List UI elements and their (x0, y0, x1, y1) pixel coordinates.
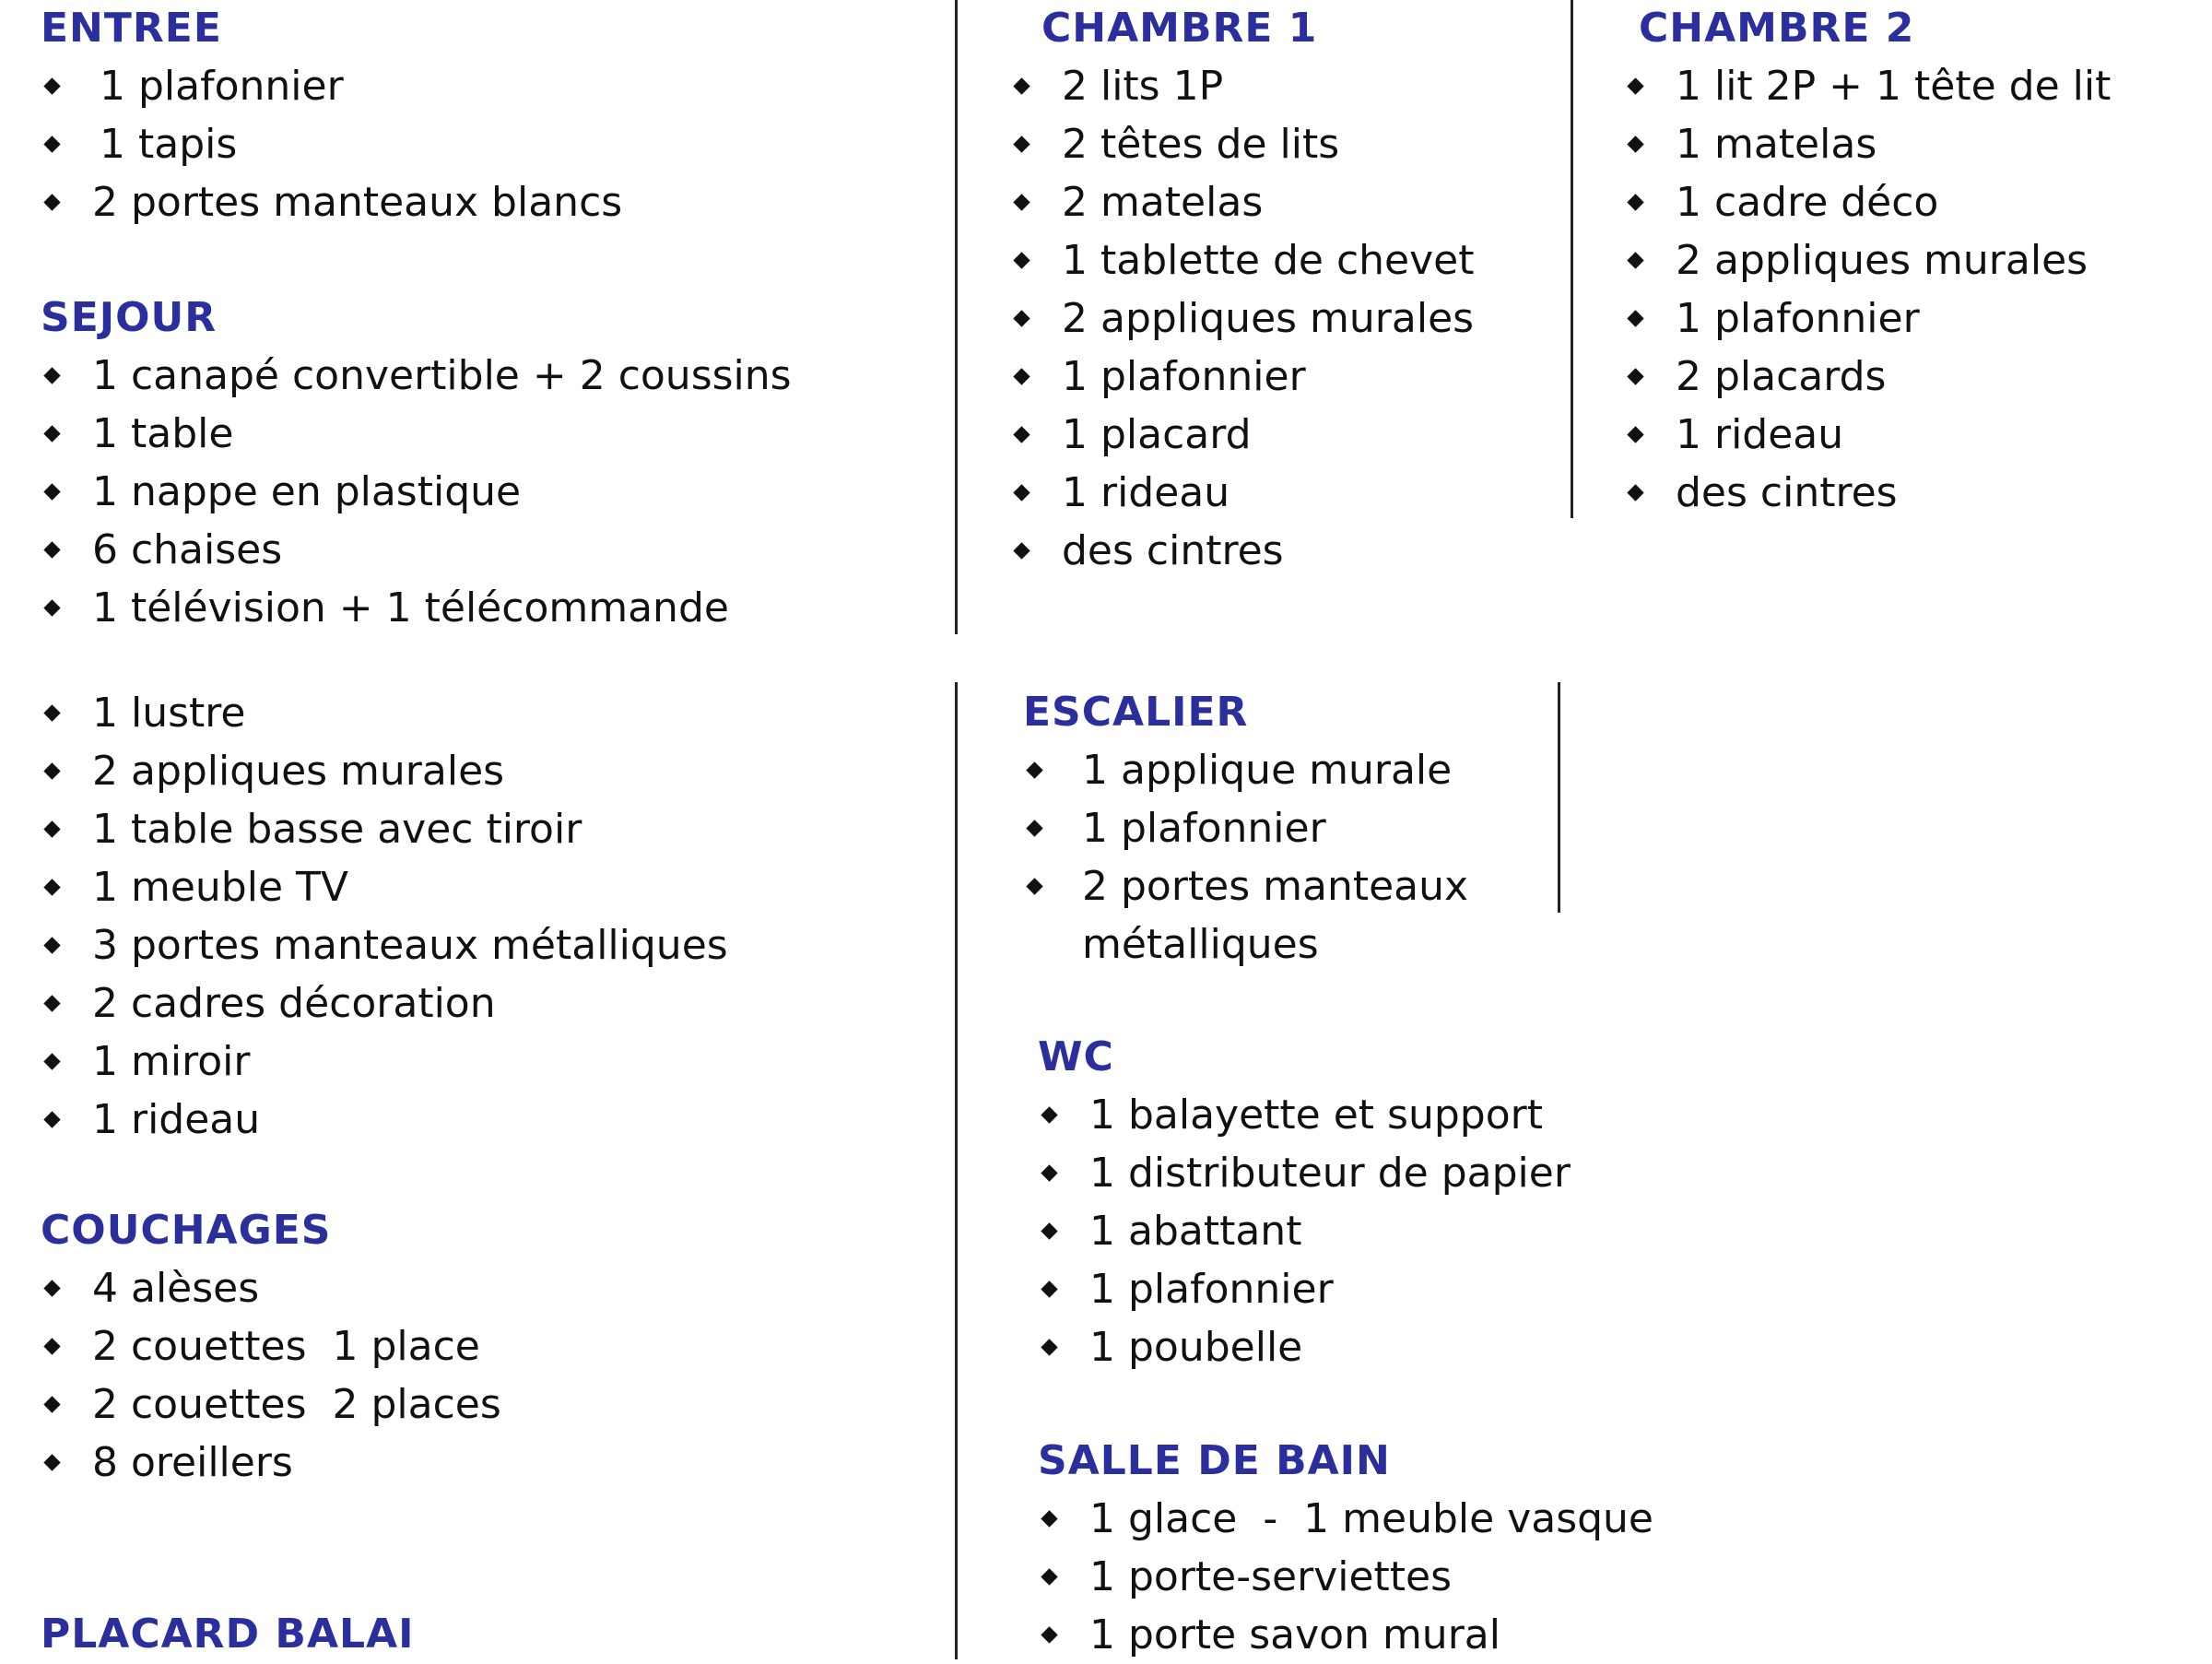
diamond-bullet-icon (43, 704, 60, 721)
item-text: 1 balayette et support (1089, 1092, 1543, 1139)
item-text: 1 télévision + 1 télécommande (92, 584, 729, 631)
item-text: 1 rideau (92, 1096, 261, 1143)
section-title-entree: ENTREE (41, 5, 222, 52)
list-item (41, 347, 792, 405)
diamond-bullet-icon (1026, 761, 1042, 778)
list-item (41, 57, 622, 115)
item-text: 1 plafonnier (1676, 295, 1920, 342)
list-chambre-2 (1624, 57, 2111, 522)
item-text: 1 poubelle (1089, 1324, 1303, 1371)
diamond-bullet-icon (43, 1396, 60, 1412)
list-item (1624, 57, 2111, 115)
item-text: 1 applique murale (1082, 747, 1453, 794)
item-text: 2 portes manteaux métalliques (1082, 863, 1469, 968)
diamond-bullet-icon (1041, 1164, 1057, 1181)
diamond-bullet-icon (1013, 310, 1030, 326)
list-item (1038, 1606, 1653, 1664)
item-text: 1 porte-serviettes (1089, 1553, 1453, 1600)
list-item (1624, 406, 2111, 464)
list-item (1010, 348, 1474, 406)
item-text: 1 glace - 1 meuble vasque (1089, 1495, 1654, 1542)
item-text: 2 couettes 1 place (92, 1323, 480, 1370)
section-title-chambre-1: CHAMBRE 1 (1041, 5, 1318, 52)
item-text: 1 table (92, 410, 234, 457)
item-text: 4 alèses (92, 1265, 260, 1312)
diamond-bullet-icon (43, 425, 60, 442)
column-divider-left-bottom (955, 682, 958, 1659)
item-text: 2 placards (1676, 353, 1887, 400)
list-item (41, 521, 792, 579)
diamond-bullet-icon (1041, 1568, 1057, 1585)
item-text: 1 porte savon mural (1089, 1611, 1500, 1658)
diamond-bullet-icon (43, 136, 60, 152)
list-sejour (41, 347, 792, 637)
item-text: 1 plafonnier (1082, 805, 1326, 852)
section-sejour-continued (41, 684, 728, 1149)
item-text: 2 appliques murales (1062, 295, 1475, 342)
list-item (1010, 231, 1474, 289)
list-entree (41, 57, 622, 231)
diamond-bullet-icon (1013, 368, 1030, 384)
item-text: 1 cadre déco (1676, 179, 1939, 226)
section-escalier (1023, 684, 1506, 974)
item-text: 1 meuble TV (92, 864, 348, 911)
list-item (41, 1091, 728, 1149)
diamond-bullet-icon (1627, 426, 1643, 443)
diamond-bullet-icon (43, 762, 60, 779)
item-text: 1 canapé convertible + 2 coussins (92, 352, 792, 399)
section-title-sejour: SEJOUR (41, 294, 218, 341)
diamond-bullet-icon (43, 1111, 60, 1127)
diamond-bullet-icon (43, 483, 60, 500)
section-title-salle-de-bain: SALLE DE BAIN (1038, 1437, 1391, 1484)
item-text: 2 appliques murales (92, 748, 505, 795)
diamond-bullet-icon (43, 820, 60, 837)
section-couchages (41, 1202, 501, 1492)
list-item (1624, 348, 2111, 406)
item-text: 1 table basse avec tiroir (92, 806, 582, 853)
item-text: 1 miroir (92, 1038, 251, 1085)
list-chambre-1 (1010, 57, 1474, 580)
list-wc (1038, 1086, 1571, 1376)
item-text: 1 rideau (1062, 469, 1230, 516)
list-item (1010, 57, 1474, 115)
diamond-bullet-icon (1013, 136, 1030, 152)
item-text: 1 tablette de chevet (1062, 237, 1475, 284)
list-item (1038, 1318, 1571, 1376)
list-item (41, 742, 728, 800)
column-divider-right-middle (1558, 682, 1560, 913)
item-text: 1 placard (1062, 411, 1252, 458)
item-text: 1 matelas (1676, 121, 1877, 168)
diamond-bullet-icon (43, 1454, 60, 1470)
list-item (1010, 522, 1474, 580)
column-divider-right-top (1571, 0, 1573, 518)
list-item (41, 1375, 501, 1434)
list-couchages (41, 1259, 501, 1492)
list-item (1624, 231, 2111, 289)
diamond-bullet-icon (43, 995, 60, 1011)
diamond-bullet-icon (1013, 426, 1030, 443)
list-item (41, 974, 728, 1033)
diamond-bullet-icon (43, 1338, 60, 1354)
diamond-bullet-icon (1627, 77, 1643, 94)
diamond-bullet-icon (43, 77, 60, 94)
diamond-bullet-icon (1013, 542, 1030, 559)
item-text: 6 chaises (92, 526, 283, 573)
diamond-bullet-icon (1627, 252, 1643, 268)
item-text: 1 plafonnier (100, 63, 344, 110)
list-item (41, 916, 728, 974)
item-text: 2 têtes de lits (1062, 121, 1340, 168)
section-placard-balai (41, 1606, 414, 1663)
list-item (1038, 1144, 1571, 1202)
diamond-bullet-icon (1627, 194, 1643, 210)
list-item (1624, 464, 2111, 522)
list-item (41, 858, 728, 916)
section-wc (1038, 1029, 1571, 1376)
list-item (41, 173, 622, 231)
list-item (41, 579, 792, 637)
list-item (1010, 173, 1474, 231)
diamond-bullet-icon (1013, 484, 1030, 501)
list-item (1023, 857, 1506, 974)
diamond-bullet-icon (1627, 136, 1643, 152)
list-item (1038, 1260, 1571, 1318)
diamond-bullet-icon (1041, 1106, 1057, 1123)
diamond-bullet-icon (1041, 1626, 1057, 1643)
diamond-bullet-icon (1627, 484, 1643, 501)
list-item (1023, 799, 1506, 857)
list-sejour-continued (41, 684, 728, 1149)
list-item (1038, 1202, 1571, 1260)
diamond-bullet-icon (1041, 1339, 1057, 1355)
list-item (1038, 1086, 1571, 1144)
item-text: 1 distributeur de papier (1089, 1150, 1571, 1197)
list-item (41, 800, 728, 858)
item-text: 1 lustre (92, 690, 246, 737)
diamond-bullet-icon (43, 937, 60, 953)
section-entree (41, 0, 622, 231)
section-sejour (41, 289, 792, 637)
item-text: 2 matelas (1062, 179, 1264, 226)
list-item (41, 684, 728, 742)
list-item (1624, 173, 2111, 231)
diamond-bullet-icon (1041, 1280, 1057, 1297)
diamond-bullet-icon (1627, 310, 1643, 326)
list-item (1010, 406, 1474, 464)
list-item (41, 1317, 501, 1375)
section-title-escalier: ESCALIER (1023, 689, 1249, 736)
item-text: 1 abattant (1089, 1208, 1302, 1255)
item-text: 1 plafonnier (1089, 1266, 1334, 1313)
section-title-placard-balai: PLACARD BALAI (41, 1611, 415, 1658)
section-salle-de-bain (1038, 1433, 1653, 1664)
list-item (41, 1259, 501, 1317)
section-chambre-2 (1624, 0, 2111, 522)
diamond-bullet-icon (43, 541, 60, 558)
diamond-bullet-icon (1013, 77, 1030, 94)
list-item (1624, 289, 2111, 348)
list-salle-de-bain (1038, 1490, 1653, 1664)
diamond-bullet-icon (43, 367, 60, 384)
diamond-bullet-icon (1041, 1510, 1057, 1527)
list-item (1624, 115, 2111, 173)
list-item (1038, 1548, 1653, 1606)
diamond-bullet-icon (1013, 194, 1030, 210)
item-text: 2 appliques murales (1676, 237, 2088, 284)
diamond-bullet-icon (1026, 820, 1042, 836)
item-text: 1 tapis (100, 121, 238, 168)
section-title-couchages: COUCHAGES (41, 1207, 332, 1254)
list-item (1010, 115, 1474, 173)
list-item (41, 115, 622, 173)
column-divider-left-top (955, 0, 958, 634)
item-text: des cintres (1062, 527, 1284, 574)
list-item (41, 405, 792, 463)
list-item (41, 1033, 728, 1091)
item-text: 2 portes manteaux blancs (92, 179, 623, 226)
list-item (1023, 741, 1506, 799)
diamond-bullet-icon (1041, 1222, 1057, 1239)
diamond-bullet-icon (43, 1053, 60, 1069)
item-text: des cintres (1676, 469, 1898, 516)
diamond-bullet-icon (43, 599, 60, 616)
item-text: 1 rideau (1676, 411, 1844, 458)
diamond-bullet-icon (43, 1280, 60, 1296)
list-item (1038, 1490, 1653, 1548)
list-item (41, 1434, 501, 1492)
item-text: 3 portes manteaux métalliques (92, 922, 728, 969)
item-text: 8 oreillers (92, 1439, 293, 1486)
section-title-chambre-2: CHAMBRE 2 (1639, 5, 1915, 52)
item-text: 2 couettes 2 places (92, 1381, 501, 1428)
list-item (1010, 289, 1474, 348)
item-text: 2 cadres décoration (92, 980, 496, 1027)
diamond-bullet-icon (43, 879, 60, 895)
diamond-bullet-icon (1627, 368, 1643, 384)
item-text: 1 plafonnier (1062, 353, 1306, 400)
diamond-bullet-icon (1013, 252, 1030, 268)
list-escalier (1023, 741, 1506, 974)
section-title-wc: WC (1038, 1033, 1114, 1080)
item-text: 1 lit 2P + 1 tête de lit (1676, 63, 2112, 110)
item-text: 1 nappe en plastique (92, 468, 522, 515)
diamond-bullet-icon (43, 194, 60, 210)
item-text: 2 lits 1P (1062, 63, 1224, 110)
list-item (1010, 464, 1474, 522)
diamond-bullet-icon (1026, 878, 1042, 894)
list-item (41, 463, 792, 521)
section-chambre-1 (1010, 0, 1474, 580)
